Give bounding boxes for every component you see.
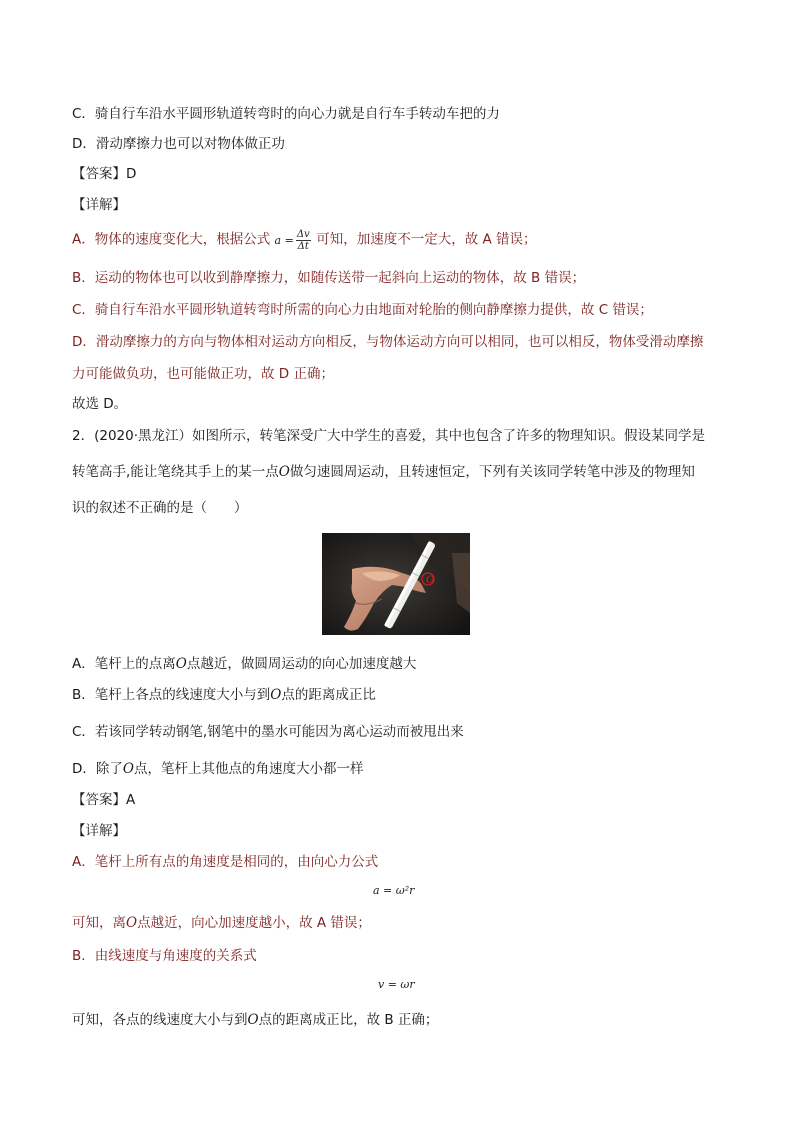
- explanation-text: 可知，离: [72, 915, 126, 931]
- explanation-text: 可知，各点的线速度大小与到: [72, 1012, 248, 1028]
- answer-value: A: [126, 792, 136, 808]
- point-o: O: [270, 687, 282, 703]
- option-text: 点越近，做圆周运动的向心加速度越大: [186, 656, 417, 672]
- stem-text: 转笔高手,能让笔绕其手上的某一点: [72, 464, 279, 480]
- q2-answer: [72, 790, 135, 810]
- q2-option-d: [72, 759, 363, 779]
- option-text: 点，笔杆上其他点的角速度大小都一样: [133, 761, 364, 777]
- q2-stem-line3: 识的叙述不正确的是（ ）: [72, 500, 248, 516]
- explanation-text: 点的距离成正比，故 B 正确；: [258, 1012, 439, 1028]
- q1-option-d: D．滑动摩擦力也可以对物体做正功: [72, 136, 285, 152]
- q1-explanation-b: B．运动的物体也可以收到静摩擦力，如随传送带一起斜向上运动的物体，故 B 错误；: [72, 270, 586, 286]
- q2-explanation-b-conclusion: [72, 1010, 438, 1030]
- pen-spinning-photo: [322, 533, 470, 635]
- formula-lhs: a =: [274, 233, 294, 247]
- explanation-text: A．物体的速度变化大，根据公式: [72, 231, 271, 248]
- explanation-text: 点越近，向心加速度越小，故 A 错误；: [137, 915, 371, 931]
- q1-option-c: C．骑自行车沿水平圆形轨道转弯时的向心力就是自行车手转动车把的力: [72, 106, 500, 122]
- point-o: O: [247, 1012, 259, 1028]
- q1-conclusion: 故选 D。: [72, 396, 128, 412]
- q1-detail-label: 【详解】: [72, 197, 126, 213]
- q2-detail-label: 【详解】: [72, 823, 126, 839]
- answer-value: D: [126, 166, 137, 182]
- q2-option-a: [72, 654, 416, 674]
- q1-answer: [72, 164, 136, 184]
- point-o: O: [126, 915, 138, 931]
- option-text: D．除了: [72, 761, 123, 777]
- option-text: 点的距离成正比: [281, 687, 376, 703]
- formula-denominator: Δt: [297, 241, 309, 252]
- q2-option-c: C．若该同学转动钢笔,钢笔中的墨水可能因为离心运动而被甩出来: [72, 724, 464, 740]
- formula-centripetal-acceleration: a = ω²r: [373, 884, 415, 897]
- q2-explanation-a-conclusion: [72, 913, 371, 933]
- stem-text: 做匀速圆周运动，且转速恒定，下列有关该同学转笔中涉及的物理知: [289, 464, 695, 480]
- explanation-text: 可知，加速度不一定大，故 A 错误；: [316, 231, 537, 248]
- point-o: O: [122, 761, 134, 777]
- option-text: A．笔杆上的点离: [72, 656, 176, 672]
- q2-explanation-b: B．由线速度与角速度的关系式: [72, 948, 257, 964]
- option-text: B．笔杆上各点的线速度大小与到: [72, 687, 271, 703]
- formula-linear-velocity: v = ωr: [378, 978, 415, 991]
- formula-acceleration: [274, 229, 317, 252]
- answer-label: 【答案】: [72, 166, 126, 182]
- q2-stem-line2: [72, 462, 695, 482]
- figure-label-o: O: [426, 575, 435, 586]
- q1-explanation-d-line2: 力可能做负功，也可能做正功，故 D 正确；: [72, 366, 334, 382]
- q2-explanation-a: A．笔杆上所有点的角速度是相同的，由向心力公式: [72, 854, 379, 870]
- q2-stem-line1: 2．(2020·黑龙江）如图所示，转笔深受广大中学生的喜爱，其中也包含了许多的物理知识。假设某同学是: [72, 428, 706, 444]
- q1-explanation-c: C．骑自行车沿水平圆形轨道转弯时所需的向心力由地面对轮胎的侧向静摩擦力提供，故 C 错误；: [72, 302, 653, 318]
- q1-explanation-a: [72, 229, 537, 252]
- q1-explanation-d-line1: D．滑动摩擦力的方向与物体相对运动方向相反，与物体运动方向可以相同，也可以相反，物体受滑动摩擦: [72, 334, 704, 350]
- point-o: O: [278, 464, 290, 480]
- formula-numerator: Δv: [296, 229, 310, 240]
- q2-option-b: [72, 685, 376, 705]
- point-o: O: [175, 656, 187, 672]
- answer-label: 【答案】: [72, 792, 126, 808]
